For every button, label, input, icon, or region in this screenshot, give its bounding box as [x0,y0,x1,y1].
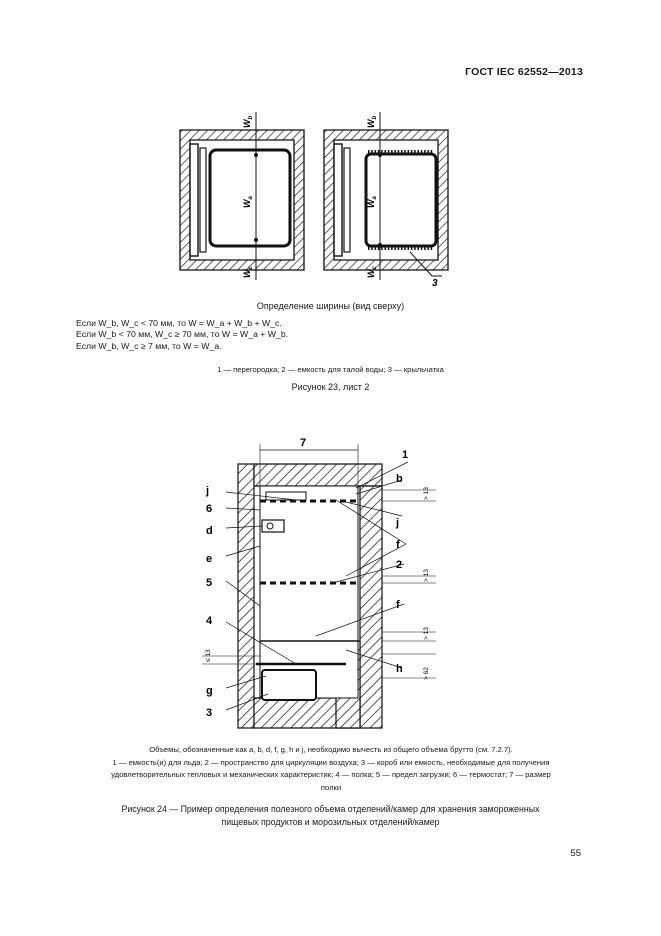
svg-text:> 62: > 62 [423,667,430,680]
figure-23-legend: 1 — перегородка; 2 — емкость для талой воды; 3 — крыльчатка [217,365,444,374]
page-number: 55 [570,848,581,859]
label-3: 3 [206,707,213,719]
label-6: 6 [206,503,213,515]
label-7: 7 [300,437,307,449]
svg-text:> 13: > 13 [423,569,430,582]
label-j: j [206,485,210,497]
figure-23-conditions [76,318,288,352]
label-wc-left: $W_c$ [242,266,254,278]
figure-24-drawing [196,436,442,734]
label-5: 5 [206,577,213,589]
standard-header: ГОСТ IEC 62552—2013 [465,66,583,78]
svg-text:> 13: > 13 [423,627,430,640]
figure-24-title: Рисунок 24 — Пример определения полезного объема отделений/камер для хранения замороженных пищевых продуктов и морозильных отделений/камер [121,804,540,827]
figure-24-legend: Объемы, обозначенные как a, b, d, f, g, h и j, необходимо вычесть из общего объема брутто (см. 7.2.7). 1 — емкость(и) для льда; 2 — пространство для циркуляции воздуха; 3 — короб или емкость, необходимые для получения удовлетворительных тепловых и механических характеристик; 4 — полка; 5 — предел загрузки; 6 — термостат; 7 — размер полки [111,745,551,792]
label-f: f [396,539,400,551]
label-wc-right: $W_c$ [366,266,378,278]
figure-23-drawing [170,108,460,290]
label-wb-left: $W_b$ [242,115,254,128]
label-3: 3 [432,278,438,289]
label-wb-right: $W_b$ [366,115,378,128]
label-j-right: j [396,517,400,529]
svg-text:> 13: > 13 [423,487,430,500]
label-e: e [206,553,213,565]
figure-23-caption: Определение ширины (вид сверху) [256,301,405,311]
label-4: 4 [206,615,213,627]
label-f-lower: f [396,599,400,611]
figure-23-title: Рисунок 23, лист 2 [291,382,370,392]
figure-23-left-cabinet [180,112,304,280]
condition-line: Если W_b, W_c < 70 мм, то W = W_a + W_b + W_c. [76,318,282,328]
label-wa-right: $W_a$ [366,196,378,208]
label-1: 1 [402,449,409,461]
label-d: d [206,525,213,537]
label-b: b [396,473,403,485]
label-g: g [206,685,213,697]
svg-text:≤ 13: ≤ 13 [205,649,212,662]
label-wa-left: $W_a$ [242,196,254,208]
condition-line: Если W_b < 70 мм, W_c ≥ 70 мм, то W = W_a + W_b. [76,329,289,340]
label-h: h [396,663,403,675]
condition-line: Если W_b, W_c ≥ 7 мм, то W = W_a. [76,340,222,351]
figure-23-right-cabinet [324,112,448,280]
label-2: 2 [396,559,403,571]
